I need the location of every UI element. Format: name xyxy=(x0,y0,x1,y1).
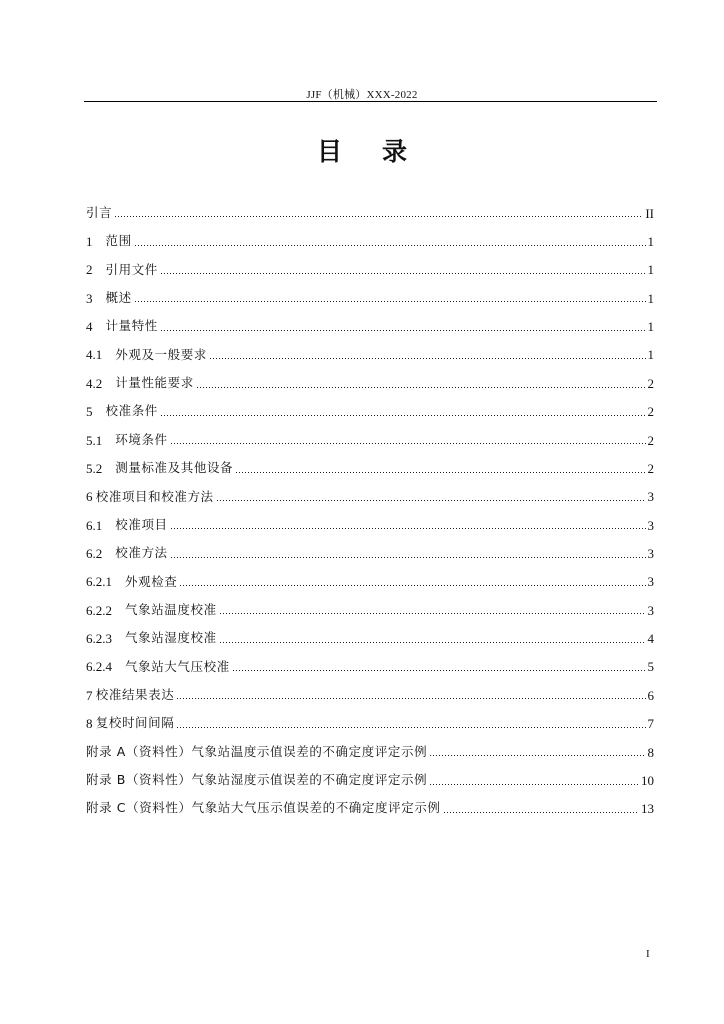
toc-entry[interactable] xyxy=(86,511,654,539)
toc-entry[interactable] xyxy=(86,539,654,567)
document-header: JJF（机械）XXX-2022 xyxy=(306,89,418,101)
toc-entry[interactable] xyxy=(86,624,654,652)
toc-entry-title: 环境条件 xyxy=(115,431,168,447)
toc-entry-page: 2 xyxy=(647,375,654,391)
toc-entry-page: 7 xyxy=(647,716,654,732)
toc-entry-page: 10 xyxy=(641,772,654,788)
header-rule xyxy=(84,101,657,102)
toc-entry-number: 7 xyxy=(86,687,96,703)
toc-entry-page: 13 xyxy=(641,801,654,817)
toc-entry-title: 引言 xyxy=(86,204,113,220)
toc-entry-number: 5.1 xyxy=(86,432,116,448)
toc-entry[interactable] xyxy=(86,369,654,397)
toc-entry[interactable] xyxy=(86,398,654,426)
toc-entry-number: 5 xyxy=(86,404,106,420)
toc-dot-leader xyxy=(134,301,646,302)
toc-entry-title: 校准项目 xyxy=(115,516,168,532)
toc-entry-number: 2 xyxy=(86,262,106,278)
toc-entry-number: 3 xyxy=(86,290,106,306)
toc-entry-title: 校准条件 xyxy=(105,403,158,419)
toc-entry[interactable] xyxy=(86,341,654,369)
toc-dot-leader xyxy=(429,755,645,756)
table-of-contents xyxy=(86,199,654,823)
toc-entry-page: 4 xyxy=(647,631,654,647)
toc-entry[interactable] xyxy=(86,766,654,794)
toc-entry-title: 引用文件 xyxy=(105,261,158,277)
toc-entry-title: 外观及一般要求 xyxy=(115,346,207,362)
toc-dot-leader xyxy=(443,812,639,813)
toc-entry[interactable] xyxy=(86,709,654,737)
toc-dot-leader xyxy=(219,642,646,643)
toc-entry-page: 6 xyxy=(647,687,654,703)
toc-entry[interactable] xyxy=(86,199,654,227)
toc-entry-number: 6.2.2 xyxy=(86,602,125,618)
toc-entry-page: 1 xyxy=(647,290,654,306)
toc-entry-title: 校准结果表达 xyxy=(95,687,175,703)
toc-dot-leader xyxy=(134,245,646,246)
toc-entry-number: 4 xyxy=(86,319,106,335)
toc-entry[interactable] xyxy=(86,738,654,766)
toc-entry[interactable] xyxy=(86,256,654,284)
toc-entry-page: 2 xyxy=(647,460,654,476)
toc-dot-leader xyxy=(170,528,646,529)
toc-entry-number: 6 xyxy=(86,489,96,505)
toc-entry-number: 6.1 xyxy=(86,517,116,533)
toc-entry-page: 1 xyxy=(647,319,654,335)
toc-entry-page: 3 xyxy=(647,489,654,505)
toc-entry-page: 3 xyxy=(647,602,654,618)
toc-entry-page: 1 xyxy=(647,262,654,278)
toc-entry-title: 附录 C（资料性）气象站大气压示值误差的不确定度评定示例 xyxy=(86,800,441,816)
toc-entry-number: 6.2 xyxy=(86,545,116,561)
toc-dot-leader xyxy=(196,387,646,388)
toc-entry-number: 8 xyxy=(86,716,96,732)
toc-entry-page: 3 xyxy=(647,517,654,533)
toc-entry-title: 计量性能要求 xyxy=(115,375,194,391)
toc-entry-number: 4.1 xyxy=(86,347,116,363)
toc-entry-title: 校准项目和校准方法 xyxy=(95,488,214,504)
toc-dot-leader xyxy=(176,727,645,728)
toc-dot-leader xyxy=(219,613,646,614)
toc-entry-title: 附录 B（资料性）气象站湿度示值误差的不确定度评定示例 xyxy=(86,772,428,788)
toc-entry-page: 3 xyxy=(647,574,654,590)
toc-entry[interactable] xyxy=(86,483,654,511)
toc-entry-page: 1 xyxy=(647,234,654,250)
toc-entry-number: 6.2.1 xyxy=(86,574,125,590)
toc-dot-leader xyxy=(170,557,646,558)
page-title-part-2: 录 xyxy=(382,137,408,166)
toc-entry-title: 复校时间间隔 xyxy=(95,715,175,731)
toc-entry-number: 6.2.4 xyxy=(86,659,125,675)
toc-dot-leader xyxy=(232,670,646,671)
toc-entry-number: 6.2.3 xyxy=(86,631,125,647)
toc-entry-title: 气象站温度校准 xyxy=(125,601,217,617)
toc-entry[interactable] xyxy=(86,284,654,312)
toc-entry-page: II xyxy=(645,205,654,221)
toc-entry-title: 测量标准及其他设备 xyxy=(115,460,234,476)
toc-entry-title: 校准方法 xyxy=(115,545,168,561)
toc-entry-page: 1 xyxy=(647,347,654,363)
toc-entry-title: 计量特性 xyxy=(105,318,158,334)
toc-entry[interactable] xyxy=(86,568,654,596)
page-title xyxy=(0,132,724,168)
toc-entry-page: 3 xyxy=(647,545,654,561)
toc-entry-title: 概述 xyxy=(105,290,132,305)
toc-dot-leader xyxy=(160,330,646,331)
toc-dot-leader xyxy=(160,273,646,274)
page-number: I xyxy=(646,948,650,960)
toc-dot-leader xyxy=(429,784,639,785)
toc-entry-title: 范围 xyxy=(105,233,132,249)
toc-entry[interactable] xyxy=(86,227,654,255)
toc-entry-page: 2 xyxy=(647,404,654,420)
toc-entry-number: 1 xyxy=(86,234,106,250)
toc-dot-leader xyxy=(209,358,646,359)
toc-dot-leader xyxy=(170,443,646,444)
toc-entry-page: 5 xyxy=(647,659,654,675)
toc-entry-title: 气象站大气压校准 xyxy=(125,658,230,674)
toc-dot-leader xyxy=(216,500,646,501)
toc-entry[interactable] xyxy=(86,596,654,624)
toc-dot-leader xyxy=(114,216,643,217)
toc-entry-page: 8 xyxy=(647,744,654,760)
toc-entry[interactable] xyxy=(86,312,654,340)
toc-entry-number: 5.2 xyxy=(86,460,116,476)
toc-entry-title: 气象站湿度校准 xyxy=(125,630,217,646)
toc-dot-leader xyxy=(160,415,646,416)
toc-dot-leader xyxy=(235,472,645,473)
toc-entry-title: 外观检查 xyxy=(125,573,178,589)
toc-entry-number: 4.2 xyxy=(86,375,116,391)
toc-entry[interactable] xyxy=(86,454,654,482)
toc-dot-leader xyxy=(176,698,645,699)
toc-dot-leader xyxy=(179,585,645,586)
toc-entry-title: 附录 A（资料性）气象站温度示值误差的不确定度评定示例 xyxy=(86,743,428,759)
toc-entry[interactable] xyxy=(86,795,654,823)
toc-entry[interactable] xyxy=(86,426,654,454)
toc-entry-page: 2 xyxy=(647,432,654,448)
page-title-part-1: 目 xyxy=(316,137,342,166)
toc-entry[interactable] xyxy=(86,681,654,709)
toc-entry[interactable] xyxy=(86,653,654,681)
